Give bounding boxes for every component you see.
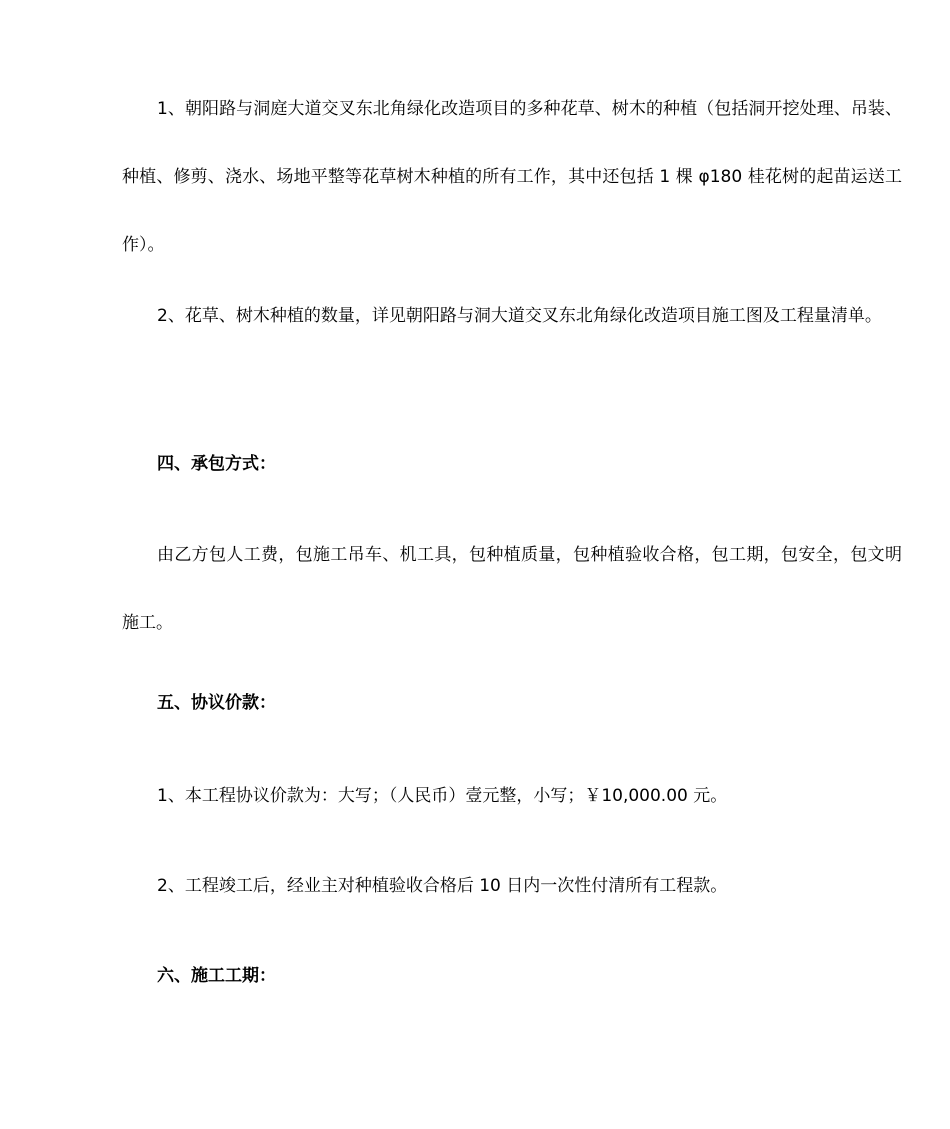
section-5-heading: 五、协议价款： <box>157 693 276 713</box>
section-4-heading: 四、承包方式： <box>157 454 276 474</box>
section-6-heading: 六、施工工期： <box>157 966 276 986</box>
scope-item-1: 1、朝阳路与洞庭大道交叉东北角绿化改造项目的多种花草、树木的种植（包括洞开挖处理、吊装、种植、修剪、浇水、场地平整等花草树木种植的所有工作，其中还包括 1 棵 φ180 桂花树的起苗运送工作）。 <box>122 99 902 255</box>
price-item-1: 1、本工程协议价款为：大写；（人民币）壹元整，小写；￥10,000.00 元。 <box>157 786 728 806</box>
section-4-body: 由乙方包人工费，包施工吊车、机工具，包种植质量，包种植验收合格，包工期，包安全，包文明施工。 <box>122 545 902 633</box>
scope-item-2: 2、花草、树木种植的数量，详见朝阳路与洞大道交叉东北角绿化改造项目施工图及工程量清单。 <box>157 306 882 326</box>
price-item-2: 2、工程竣工后，经业主对种植验收合格后 10 日内一次性付清所有工程款。 <box>157 876 728 896</box>
